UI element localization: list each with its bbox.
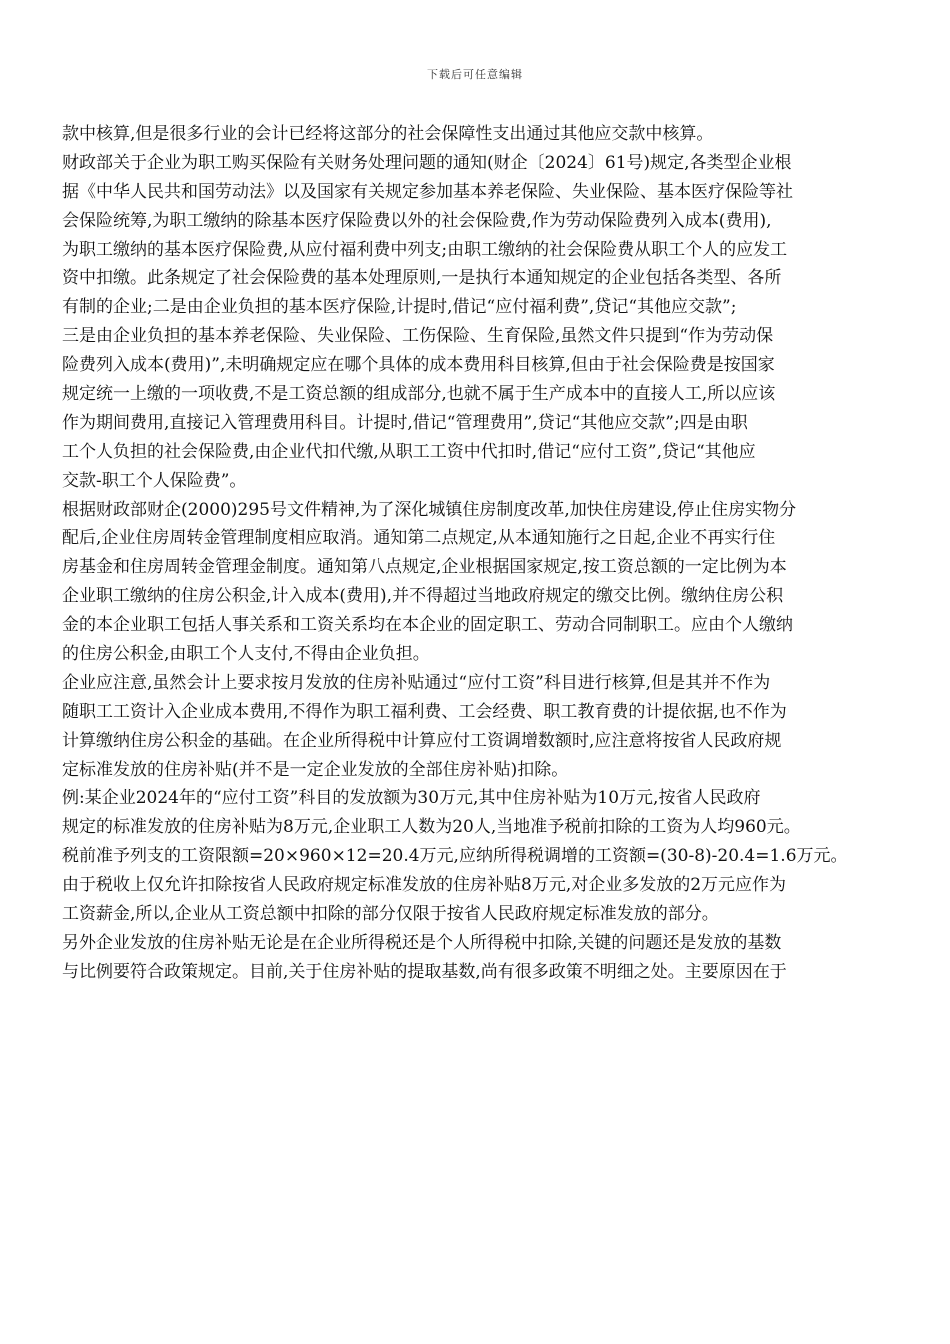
text-line: 规定统一上缴的一项收费,不是工资总额的组成部分,也就不属于生产成本中的直接人工,所以应该 (62, 384, 776, 405)
paragraph (62, 496, 902, 669)
text-line: 的住房公积金,由职工个人支付,不得由企业负担。 (62, 644, 430, 665)
text-line: 据《中华人民共和国劳动法》以及国家有关规定参加基本养老保险、失业保险、基本医疗保险等社 (62, 181, 793, 202)
text-line: 定标准发放的住房补贴(并不是一定企业发放的全部住房补贴)扣除。 (62, 759, 569, 780)
text-line: 例:某企业2024年的“应付工资”科目的发放额为30万元,其中住房补贴为10万元,按省人民政府 (62, 788, 761, 809)
paragraph (62, 120, 902, 149)
paragraph (62, 669, 902, 785)
text-line: 有制的企业;二是由企业负担的基本医疗保险,计提时,借记“应付福利费”,贷记“其他应交款”; (62, 297, 737, 318)
text-line: 计算缴纳住房公积金的基础。在企业所得税中计算应付工资调增数额时,应注意将按省人民政府规 (62, 730, 782, 751)
text-line: 税前准予列支的工资限额=20×960×12=20.4万元,应纳所得税调增的工资额=(30-8)-20.4=1.6万元。 (62, 846, 848, 867)
text-line: 另外企业发放的住房补贴无论是在企业所得税还是个人所得税中扣除,关键的问题还是发放的基数 (62, 932, 782, 953)
text-line: 与比例要符合政策规定。目前,关于住房补贴的提取基数,尚有很多政策不明细之处。主要原因在于 (62, 961, 787, 982)
paragraph (62, 149, 902, 496)
text-line: 根据财政部财企(2000)295号文件精神,为了深化城镇住房制度改革,加快住房建设,停止住房实物分 (62, 499, 797, 520)
text-line: 由于税收上仅允许扣除按省人民政府规定标准发放的住房补贴8万元,对企业多发放的2万元应作为 (62, 875, 787, 896)
text-line: 会保险统筹,为职工缴纳的除基本医疗保险费以外的社会保险费,作为劳动保险费列入成本(费用), (62, 210, 772, 231)
text-line: 交款-职工个人保险费”。 (62, 470, 247, 491)
text-line: 资中扣缴。此条规定了社会保险费的基本处理原则,一是执行本通知规定的企业包括各类型、各所 (62, 268, 782, 289)
text-line: 作为期间费用,直接记入管理费用科目。计提时,借记“管理费用”,贷记“其他应交款”;四是由职 (62, 412, 748, 433)
text-line: 配后,企业住房周转金管理制度相应取消。通知第二点规定,从本通知施行之日起,企业不再实行住 (62, 528, 776, 549)
text-line: 款中核算,但是很多行业的会计已经将这部分的社会保障性支出通过其他应交款中核算。 (62, 124, 714, 144)
page-header: 下载后可任意编辑 (427, 68, 523, 81)
text-line: 三是由企业负担的基本养老保险、失业保险、工伤保险、生育保险,虽然文件只提到“作为劳动保 (62, 326, 774, 347)
text-line: 企业职工缴纳的住房公积金,计入成本(费用),并不得超过当地政府规定的缴交比例。缴纳住房公积 (62, 586, 784, 607)
text-line: 财政部关于企业为职工购买保险有关财务处理问题的通知(财企〔2024〕61号)规定,各类型企业根 (62, 152, 792, 173)
text-line: 房基金和住房周转金管理金制度。通知第八点规定,企业根据国家规定,按工资总额的一定比例为本 (62, 557, 787, 578)
paragraph (62, 784, 902, 928)
text-line: 金的本企业职工包括人事关系和工资关系均在本企业的固定职工、劳动合同制职工。应由个人缴纳 (62, 615, 793, 636)
text-line: 企业应注意,虽然会计上要求按月发放的住房补贴通过“应付工资”科目进行核算,但是其并不作为 (62, 672, 771, 693)
text-line: 规定的标准发放的住房补贴为8万元,企业职工人数为20人,当地准予税前扣除的工资为人均960元。 (62, 817, 801, 838)
text-line: 为职工缴纳的基本医疗保险费,从应付福利费中列支;由职工缴纳的社会保险费从职工个人的应发工 (62, 239, 788, 260)
text-line: 随职工工资计入企业成本费用,不得作为职工福利费、工会经费、职工教育费的计提依据,也不作为 (62, 701, 787, 722)
text-line: 工个人负担的社会保险费,由企业代扣代缴,从职工工资中代扣时,借记“应付工资”,贷记“其他应 (62, 441, 756, 462)
paragraph (62, 929, 902, 987)
text-line: 险费列入成本(费用)”,未明确规定应在哪个具体的成本费用科目核算,但由于社会保险费是按国家 (62, 355, 775, 376)
text-line: 工资薪金,所以,企业从工资总额中扣除的部分仅限于按省人民政府规定标准发放的部分。 (62, 904, 719, 925)
document-body (62, 120, 902, 987)
